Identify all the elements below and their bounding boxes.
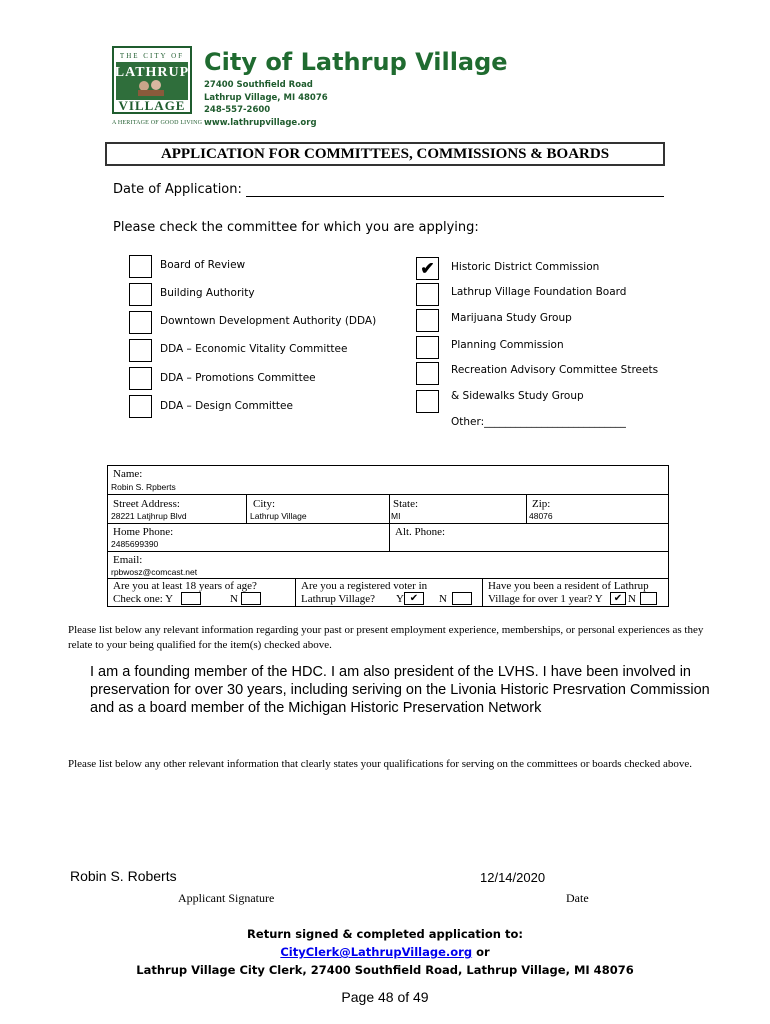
checkbox-streets-sidewalks-study-group[interactable]: [416, 390, 439, 413]
street-address-label: Street Address:: [113, 498, 180, 510]
checkbox-dda-promotions[interactable]: [129, 367, 152, 390]
svg-text:LATHRUP: LATHRUP: [114, 65, 190, 80]
zip-label: Zip:: [532, 498, 551, 510]
label-board-of-review: Board of Review: [160, 259, 246, 271]
form-title-box: [105, 142, 665, 166]
city-logo: [112, 46, 192, 114]
zip-field[interactable]: 48076: [529, 511, 553, 521]
date-of-application-label: Date of Application:: [113, 182, 242, 197]
age-no-label: N: [230, 593, 238, 605]
checkmark-icon: ✔: [409, 593, 419, 604]
form-title: APPLICATION FOR COMMITTEES, COMMISSIONS & BOARDS: [160, 146, 610, 162]
label-dda-economic-vitality: DDA – Economic Vitality Committee: [160, 343, 348, 355]
resident-question-2: Village for over 1 year? Y: [488, 593, 603, 605]
city-name: City of Lathrup Village: [204, 48, 508, 76]
city-label: City:: [253, 498, 276, 510]
label-recreation-advisory-committee: Recreation Advisory Committee Streets: [451, 364, 659, 376]
logo-tagline: A HERITAGE OF GOOD LIVING: [112, 120, 203, 126]
signature-value[interactable]: Robin S. Roberts: [70, 868, 177, 884]
age-question: Are you at least 18 years of age?: [113, 580, 257, 592]
address-line-1: 27400 Southfield Road: [204, 80, 313, 90]
label-dda-design: DDA – Design Committee: [160, 400, 293, 412]
resident-question: Have you been a resident of Lathrup: [488, 580, 649, 592]
resident-yes-box[interactable]: [610, 592, 626, 605]
checkbox-dda[interactable]: [129, 311, 152, 334]
experience-answer[interactable]: I am a founding member of the HDC. I am also president of the LVHS. I have been involved in preservation for over 30 years, including seriving on the Livonia Historic Presrvation Commission and as a board member of the Michigan Historic Preservation Network: [90, 664, 710, 716]
voter-yes-box[interactable]: [404, 592, 424, 605]
applicant-signature-label: Applicant Signature: [178, 891, 275, 905]
clerk-address: Lathrup Village City Clerk, 27400 Southfield Road, Lathrup Village, MI 48076: [136, 963, 634, 977]
checkbox-recreation-advisory-committee[interactable]: [416, 362, 439, 385]
checkbox-lathrup-village-foundation-board[interactable]: [416, 283, 439, 306]
voter-no-label: N: [439, 593, 447, 605]
name-label: Name:: [113, 468, 143, 480]
checkbox-building-authority[interactable]: [129, 283, 152, 306]
address-line-2: Lathrup Village, MI 48076: [204, 93, 328, 103]
age-no-box[interactable]: [241, 592, 261, 605]
label-marijuana-study-group: Marijuana Study Group: [451, 312, 572, 324]
voter-yes-label: Y: [396, 593, 404, 605]
voter-no-box[interactable]: [452, 592, 472, 605]
label-planning-commission: Planning Commission: [451, 339, 564, 351]
label-historic-district-commission: Historic District Commission: [451, 261, 600, 273]
label-dda: Downtown Development Authority (DDA): [160, 315, 377, 327]
email-label: Email:: [113, 554, 143, 566]
date-of-application-row: [113, 182, 664, 197]
checkbox-dda-design[interactable]: [129, 395, 152, 418]
svg-text:THE CITY OF: THE CITY OF: [119, 52, 185, 60]
label-building-authority: Building Authority: [160, 287, 255, 299]
qualifications-prompt: Please list below any other relevant information that clearly states your qualifications for serving on the committees or boards checked above.: [68, 758, 693, 770]
city-field[interactable]: Lathrup Village: [250, 511, 307, 521]
date-of-application-field[interactable]: [246, 183, 664, 197]
applicant-info-table: [107, 465, 669, 607]
name-field[interactable]: Robin S. Rpberts: [111, 482, 176, 492]
label-lathrup-village-foundation-board: Lathrup Village Foundation Board: [451, 286, 627, 298]
street-address-field[interactable]: 28221 Latjhrup Blvd: [111, 511, 187, 521]
email-field[interactable]: rpbwosz@comcast.net: [111, 567, 198, 577]
clerk-email-link[interactable]: CityClerk@LathrupVillage.org: [280, 945, 473, 959]
resident-no-box[interactable]: [640, 592, 657, 605]
checkbox-marijuana-study-group[interactable]: [416, 309, 439, 332]
or-text: or: [472, 945, 490, 959]
website-link[interactable]: www.lathrupvillage.org: [204, 118, 317, 128]
state-field[interactable]: MI: [391, 511, 401, 521]
home-phone-field[interactable]: 2485699390: [111, 539, 159, 549]
alt-phone-label: Alt. Phone:: [395, 526, 446, 538]
checkbox-planning-commission[interactable]: [416, 336, 439, 359]
age-yes-box[interactable]: [181, 592, 201, 605]
svg-text:VILLAGE: VILLAGE: [118, 98, 186, 112]
label-dda-promotions: DDA – Promotions Committee: [160, 372, 316, 384]
date-label: Date: [566, 891, 589, 905]
state-label: State:: [393, 498, 419, 510]
signature-date-value[interactable]: 12/14/2020: [480, 870, 546, 885]
checkbox-board-of-review[interactable]: [129, 255, 152, 278]
logo-emblem-icon: [114, 48, 190, 112]
label-streets-sidewalks-study-group: & Sidewalks Study Group: [451, 390, 584, 402]
checkbox-historic-district-commission[interactable]: [416, 257, 439, 280]
voter-question-2: Lathrup Village?: [301, 593, 375, 605]
experience-prompt: Please list below any relevant information regarding your past or present employment experience, memberships, or personal experiences as they relate to your being qualified for the item(s) checked above.: [68, 624, 704, 651]
page-number: Page 48 of 49: [341, 989, 429, 1005]
checkbox-dda-economic-vitality[interactable]: [129, 339, 152, 362]
home-phone-label: Home Phone:: [113, 526, 174, 538]
age-check-one: Check one: Y: [113, 593, 174, 605]
resident-no-label: N: [628, 593, 636, 605]
checkmark-icon: ✔: [613, 593, 623, 604]
checkmark-icon: ✔: [420, 259, 435, 278]
phone-number: 248-557-2600: [204, 105, 271, 115]
voter-question: Are you a registered voter in: [301, 580, 428, 592]
label-other[interactable]: Other:___________________________: [451, 416, 626, 428]
committee-check-prompt: Please check the committee for which you are applying:: [113, 220, 479, 235]
return-instructions: Return signed & completed application to:: [247, 927, 523, 941]
return-email-row: [0, 945, 770, 959]
